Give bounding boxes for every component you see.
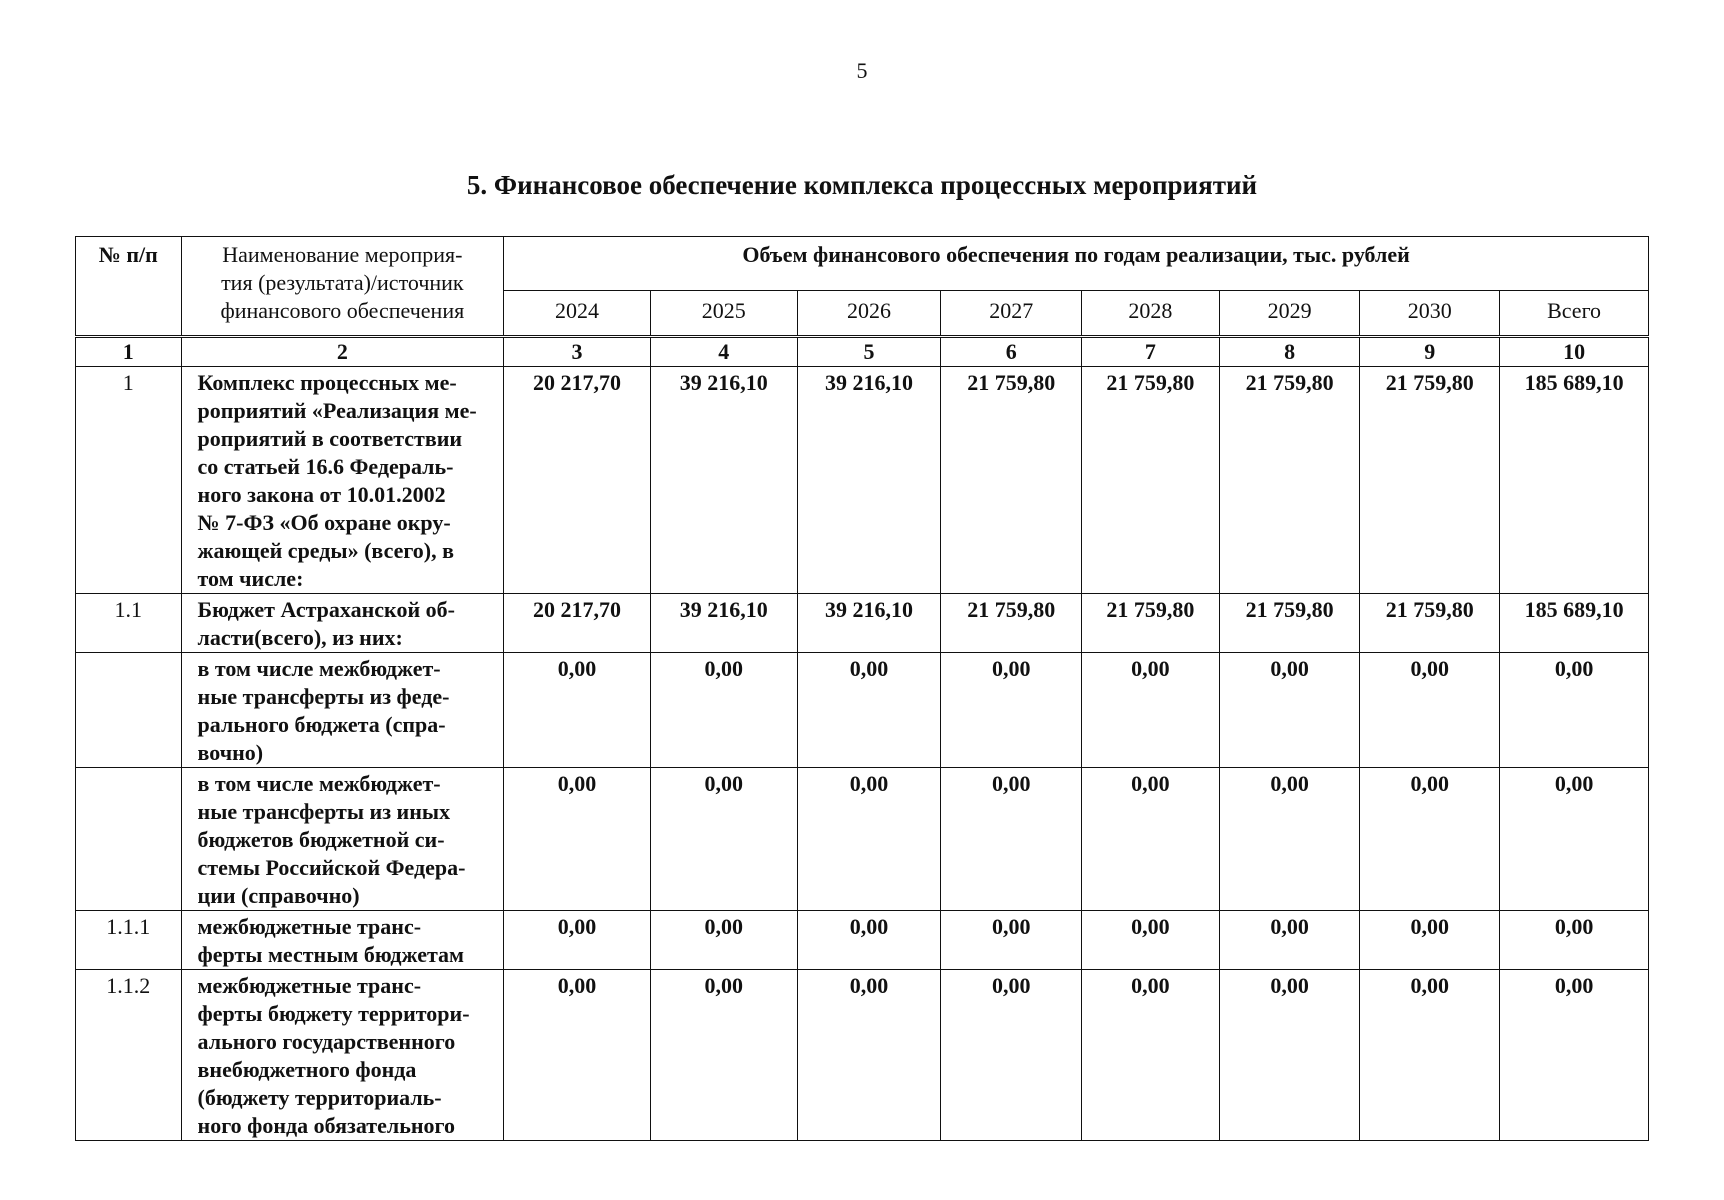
row-year-value: 21 759,80 [1360,367,1500,594]
column-number: 7 [1082,337,1220,367]
row-year-value: 0,00 [1360,768,1500,911]
row-year-value: 0,00 [504,768,651,911]
row-number [76,768,182,911]
row-year-value: 0,00 [941,970,1082,1141]
table-row [76,768,1649,911]
row-number: 1.1.1 [76,911,182,970]
table-row [76,653,1649,768]
row-name-line: вочно) [197,740,264,765]
header-group: Объем финансового обеспечения по годам реализации, тыс. рублей [504,237,1649,291]
row-year-value: 0,00 [797,911,941,970]
header-year: 2029 [1219,290,1360,336]
row-year-value: 39 216,10 [650,367,797,594]
row-year-value: 0,00 [1219,653,1360,768]
row-year-value: 0,00 [797,653,941,768]
column-number: 2 [181,337,504,367]
row-year-value: 0,00 [1082,768,1220,911]
row-name-line: ального государственного [197,1029,456,1054]
column-number: 10 [1500,337,1649,367]
row-number: 1.1 [76,594,182,653]
row-name-line: в том числе межбюджет- [197,656,441,681]
row-name-line: № 7-ФЗ «Об охране окру- [197,510,451,535]
column-number: 5 [797,337,941,367]
table-row [76,367,1649,594]
row-year-value: 0,00 [650,768,797,911]
row-name-line: межбюджетные транс- [197,973,422,998]
column-number: 4 [650,337,797,367]
header-total: Всего [1500,290,1649,336]
header-year: 2028 [1082,290,1220,336]
row-total-value: 0,00 [1500,768,1649,911]
row-name-line: (бюджету территориаль- [197,1085,442,1110]
header-year: 2030 [1360,290,1500,336]
row-year-value: 0,00 [1360,970,1500,1141]
row-name-line: ные трансферты из феде- [197,684,450,709]
row-total-value: 0,00 [1500,911,1649,970]
row-year-value: 0,00 [797,970,941,1141]
row-year-value: 0,00 [504,911,651,970]
column-number: 9 [1360,337,1500,367]
row-number: 1.1.2 [76,970,182,1141]
row-total-value: 0,00 [1500,970,1649,1141]
row-name [181,970,504,1141]
column-number: 1 [76,337,182,367]
header-row-1 [76,237,1649,291]
row-year-value: 21 759,80 [1219,594,1360,653]
column-number: 3 [504,337,651,367]
header-col-name-line: Наименование мероприя- [222,242,463,267]
row-name [181,911,504,970]
financing-table [75,236,1649,1141]
row-year-value: 21 759,80 [941,594,1082,653]
row-name-line: ные трансферты из иных [197,799,451,824]
row-year-value: 0,00 [1219,970,1360,1141]
row-year-value: 0,00 [650,653,797,768]
row-year-value: 0,00 [941,768,1082,911]
header-col-no: № п/п [76,237,182,337]
header-col-name [181,237,504,337]
row-year-value: 20 217,70 [504,594,651,653]
page-number: 5 [856,58,868,83]
row-year-value: 39 216,10 [650,594,797,653]
row-total-value: 0,00 [1500,653,1649,768]
row-name-line: стемы Российской Федера- [197,855,466,880]
row-name [181,594,504,653]
row-name-line: жающей среды» (всего), в [197,538,455,563]
row-year-value: 0,00 [1219,768,1360,911]
row-year-value: 0,00 [1360,653,1500,768]
row-year-value: 21 759,80 [1082,367,1220,594]
row-name-line: роприятий в соответствии [197,426,463,451]
table-row [76,594,1649,653]
row-name [181,367,504,594]
row-year-value: 0,00 [650,911,797,970]
header-year: 2026 [797,290,941,336]
row-year-value: 0,00 [797,768,941,911]
row-name [181,768,504,911]
row-year-value: 0,00 [941,653,1082,768]
row-name-line: межбюджетные транс- [197,914,422,939]
header-col-name-line: финансового обеспечения [220,298,465,323]
row-year-value: 21 759,80 [941,367,1082,594]
row-year-value: 39 216,10 [797,594,941,653]
row-year-value: 0,00 [1082,653,1220,768]
row-name-line: ферты бюджету территори- [197,1001,470,1026]
row-name-line: внебюджетного фонда [197,1057,417,1082]
column-numbers-row [76,337,1649,367]
header-col-name-line: тия (результата)/источник [221,270,464,295]
row-name-line: роприятий «Реализация ме- [197,398,477,423]
row-name-line: в том числе межбюджет- [197,771,441,796]
row-year-value: 0,00 [1360,911,1500,970]
column-number: 6 [941,337,1082,367]
row-name [181,653,504,768]
header-year: 2024 [504,290,651,336]
row-name-line: ферты местным бюджетам [197,942,465,967]
row-year-value: 0,00 [1219,911,1360,970]
table-row [76,970,1649,1141]
row-name-line: том числе: [197,566,304,591]
row-year-value: 20 217,70 [504,367,651,594]
header-year: 2025 [650,290,797,336]
row-year-value: 21 759,80 [1360,594,1500,653]
row-year-value: 21 759,80 [1219,367,1360,594]
row-name-line: ного фонда обязательного [197,1113,455,1138]
section-title: 5. Финансовое обеспечение комплекса процессных мероприятий [466,170,1258,200]
table-row [76,911,1649,970]
row-year-value: 0,00 [504,970,651,1141]
row-name-line: ласти(всего), из них: [197,625,403,650]
row-year-value: 0,00 [1082,911,1220,970]
row-year-value: 21 759,80 [1082,594,1220,653]
row-number: 1 [76,367,182,594]
row-name-line: Бюджет Астраханской об- [197,597,455,622]
row-name-line: ного закона от 10.01.2002 [197,482,446,507]
row-name-line: рального бюджета (спра- [197,712,446,737]
column-number: 8 [1219,337,1360,367]
row-year-value: 39 216,10 [797,367,941,594]
row-number [76,653,182,768]
row-year-value: 0,00 [1082,970,1220,1141]
row-name-line: Комплекс процессных ме- [197,370,457,395]
row-name-line: ции (справочно) [197,883,360,908]
row-year-value: 0,00 [504,653,651,768]
row-name-line: бюджетов бюджетной си- [197,827,445,852]
row-total-value: 185 689,10 [1500,367,1649,594]
row-year-value: 0,00 [941,911,1082,970]
row-year-value: 0,00 [650,970,797,1141]
header-year: 2027 [941,290,1082,336]
row-total-value: 185 689,10 [1500,594,1649,653]
row-name-line: со статьей 16.6 Федераль- [197,454,454,479]
